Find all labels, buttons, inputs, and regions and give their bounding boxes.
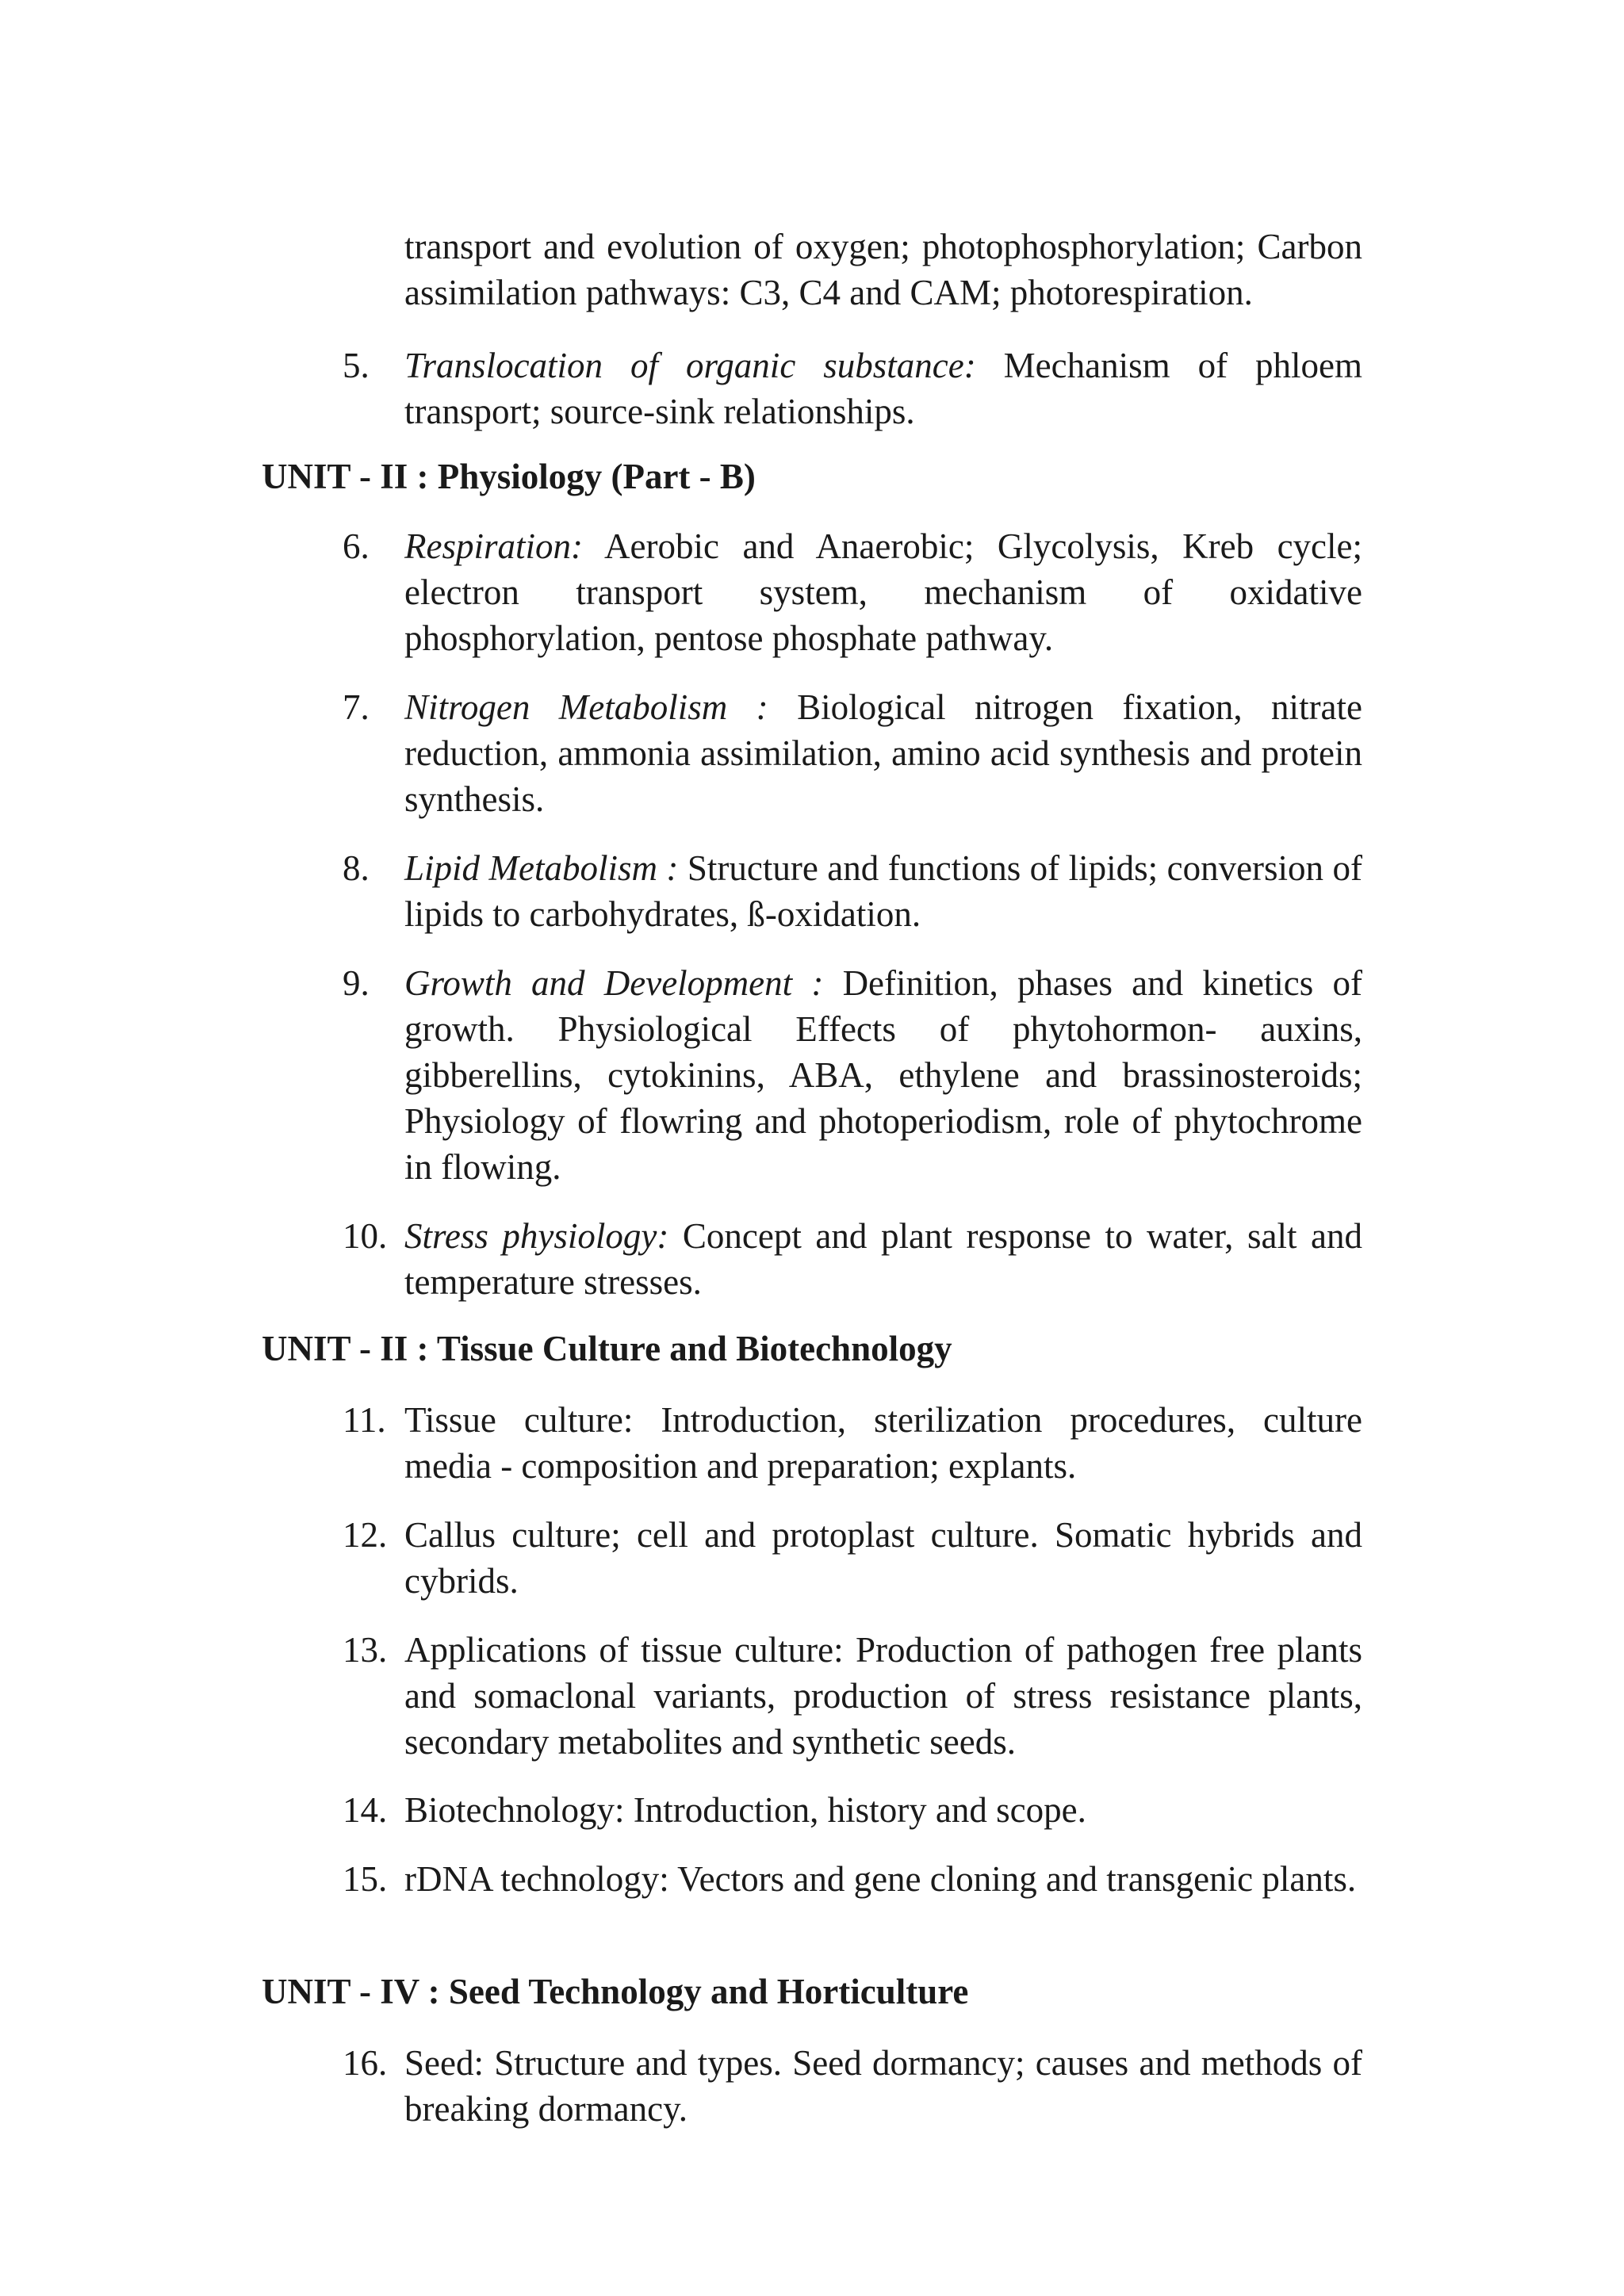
item-body — [404, 342, 1362, 434]
item-number: 16. — [343, 2043, 388, 2083]
list-item — [343, 523, 1362, 661]
item-term: Lipid Metabolism : — [404, 848, 679, 888]
list-item — [343, 1856, 1362, 1902]
item-term: Stress physiology: — [404, 1216, 669, 1256]
unit-heading: UNIT - II : Physiology (Part - B) — [262, 457, 756, 496]
item-number: 15. — [343, 1859, 388, 1899]
item-text: Biological nitrogen fixation, nitrate reduction, ammonia assimilation, amino acid synthesis and protein synthesis. — [404, 687, 1363, 819]
item-term: Respiration: — [404, 526, 583, 566]
list-item — [343, 960, 1362, 1190]
item-body — [404, 1627, 1362, 1765]
item-body — [404, 1397, 1362, 1489]
item-text: rDNA technology: Vectors and gene cloning and transgenic plants. — [404, 1859, 1357, 1899]
list-item — [343, 1787, 1362, 1833]
item-text: Tissue culture: Introduction, sterilization procedures, culture media - composition and preparation; explants. — [404, 1400, 1362, 1486]
item-body — [404, 1787, 1362, 1833]
item-text: Applications of tissue culture: Production of pathogen free plants and somaclonal variants, production of stress resistance plants, secondary metabolites and synthetic seeds. — [404, 1630, 1362, 1762]
item-body — [404, 1512, 1362, 1604]
unit-heading: UNIT - IV : Seed Technology and Horticulture — [262, 1972, 969, 2011]
item-body — [404, 523, 1362, 661]
item-number: 5. — [343, 346, 370, 385]
item-number: 13. — [343, 1630, 388, 1670]
item-text: Mechanism of phloem transport; source-sink relationships. — [404, 346, 1362, 431]
list-item — [343, 1213, 1362, 1305]
item-number: 11. — [343, 1400, 386, 1440]
item-term: Translocation of organic substance: — [404, 346, 976, 385]
list-item — [343, 845, 1362, 937]
item-number: 6. — [343, 526, 370, 566]
item-text: Definition, phases and kinetics of growth. Physiological Effects of phytohormon- auxins, gibberellins, cytokinins, ABA, ethylene and brassinosteroids; Physiology of flowring and photoperiodism, role of phytochrome in flowing. — [404, 963, 1362, 1187]
item-text: Callus culture; cell and protoplast culture. Somatic hybrids and cybrids. — [404, 1515, 1362, 1601]
item-body — [404, 1856, 1362, 1902]
list-item — [343, 2040, 1362, 2132]
item-number: 12. — [343, 1515, 388, 1555]
item-body — [404, 1213, 1362, 1305]
item-text: Concept and plant response to water, salt and temperature stresses. — [404, 1216, 1363, 1302]
item-term: Growth and Development : — [404, 963, 824, 1003]
item-number: 8. — [343, 848, 370, 888]
list-item — [343, 342, 1362, 434]
item-number: 14. — [343, 1790, 388, 1830]
item-text: Biotechnology: Introduction, history and scope. — [404, 1790, 1086, 1830]
item-body — [404, 960, 1362, 1190]
item-text: Structure and functions of lipids; conversion of lipids to carbohydrates, ß-oxidation. — [404, 848, 1362, 934]
item-number: 7. — [343, 687, 370, 727]
list-item — [343, 1397, 1362, 1489]
item-body — [404, 684, 1362, 822]
continuation-paragraph: transport and evolution of oxygen; photophosphorylation; Carbon assimilation pathways: C3, C4 and CAM; photorespiration. — [404, 227, 1362, 312]
item-text: Seed: Structure and types. Seed dormancy; causes and methods of breaking dormancy. — [404, 2043, 1362, 2129]
item-number: 9. — [343, 963, 370, 1003]
item-term: Nitrogen Metabolism : — [404, 687, 768, 727]
list-item — [343, 684, 1362, 822]
list-item — [343, 1627, 1362, 1765]
list-item — [343, 1512, 1362, 1604]
item-body — [404, 2040, 1362, 2132]
unit-heading: UNIT - II : Tissue Culture and Biotechnology — [262, 1329, 952, 1368]
item-body — [404, 845, 1362, 937]
item-number: 10. — [343, 1216, 388, 1256]
item-text: Aerobic and Anaerobic; Glycolysis, Kreb cycle; electron transport system, mechanism of oxidative phosphorylation, pentose phosphate pathway. — [404, 526, 1362, 658]
